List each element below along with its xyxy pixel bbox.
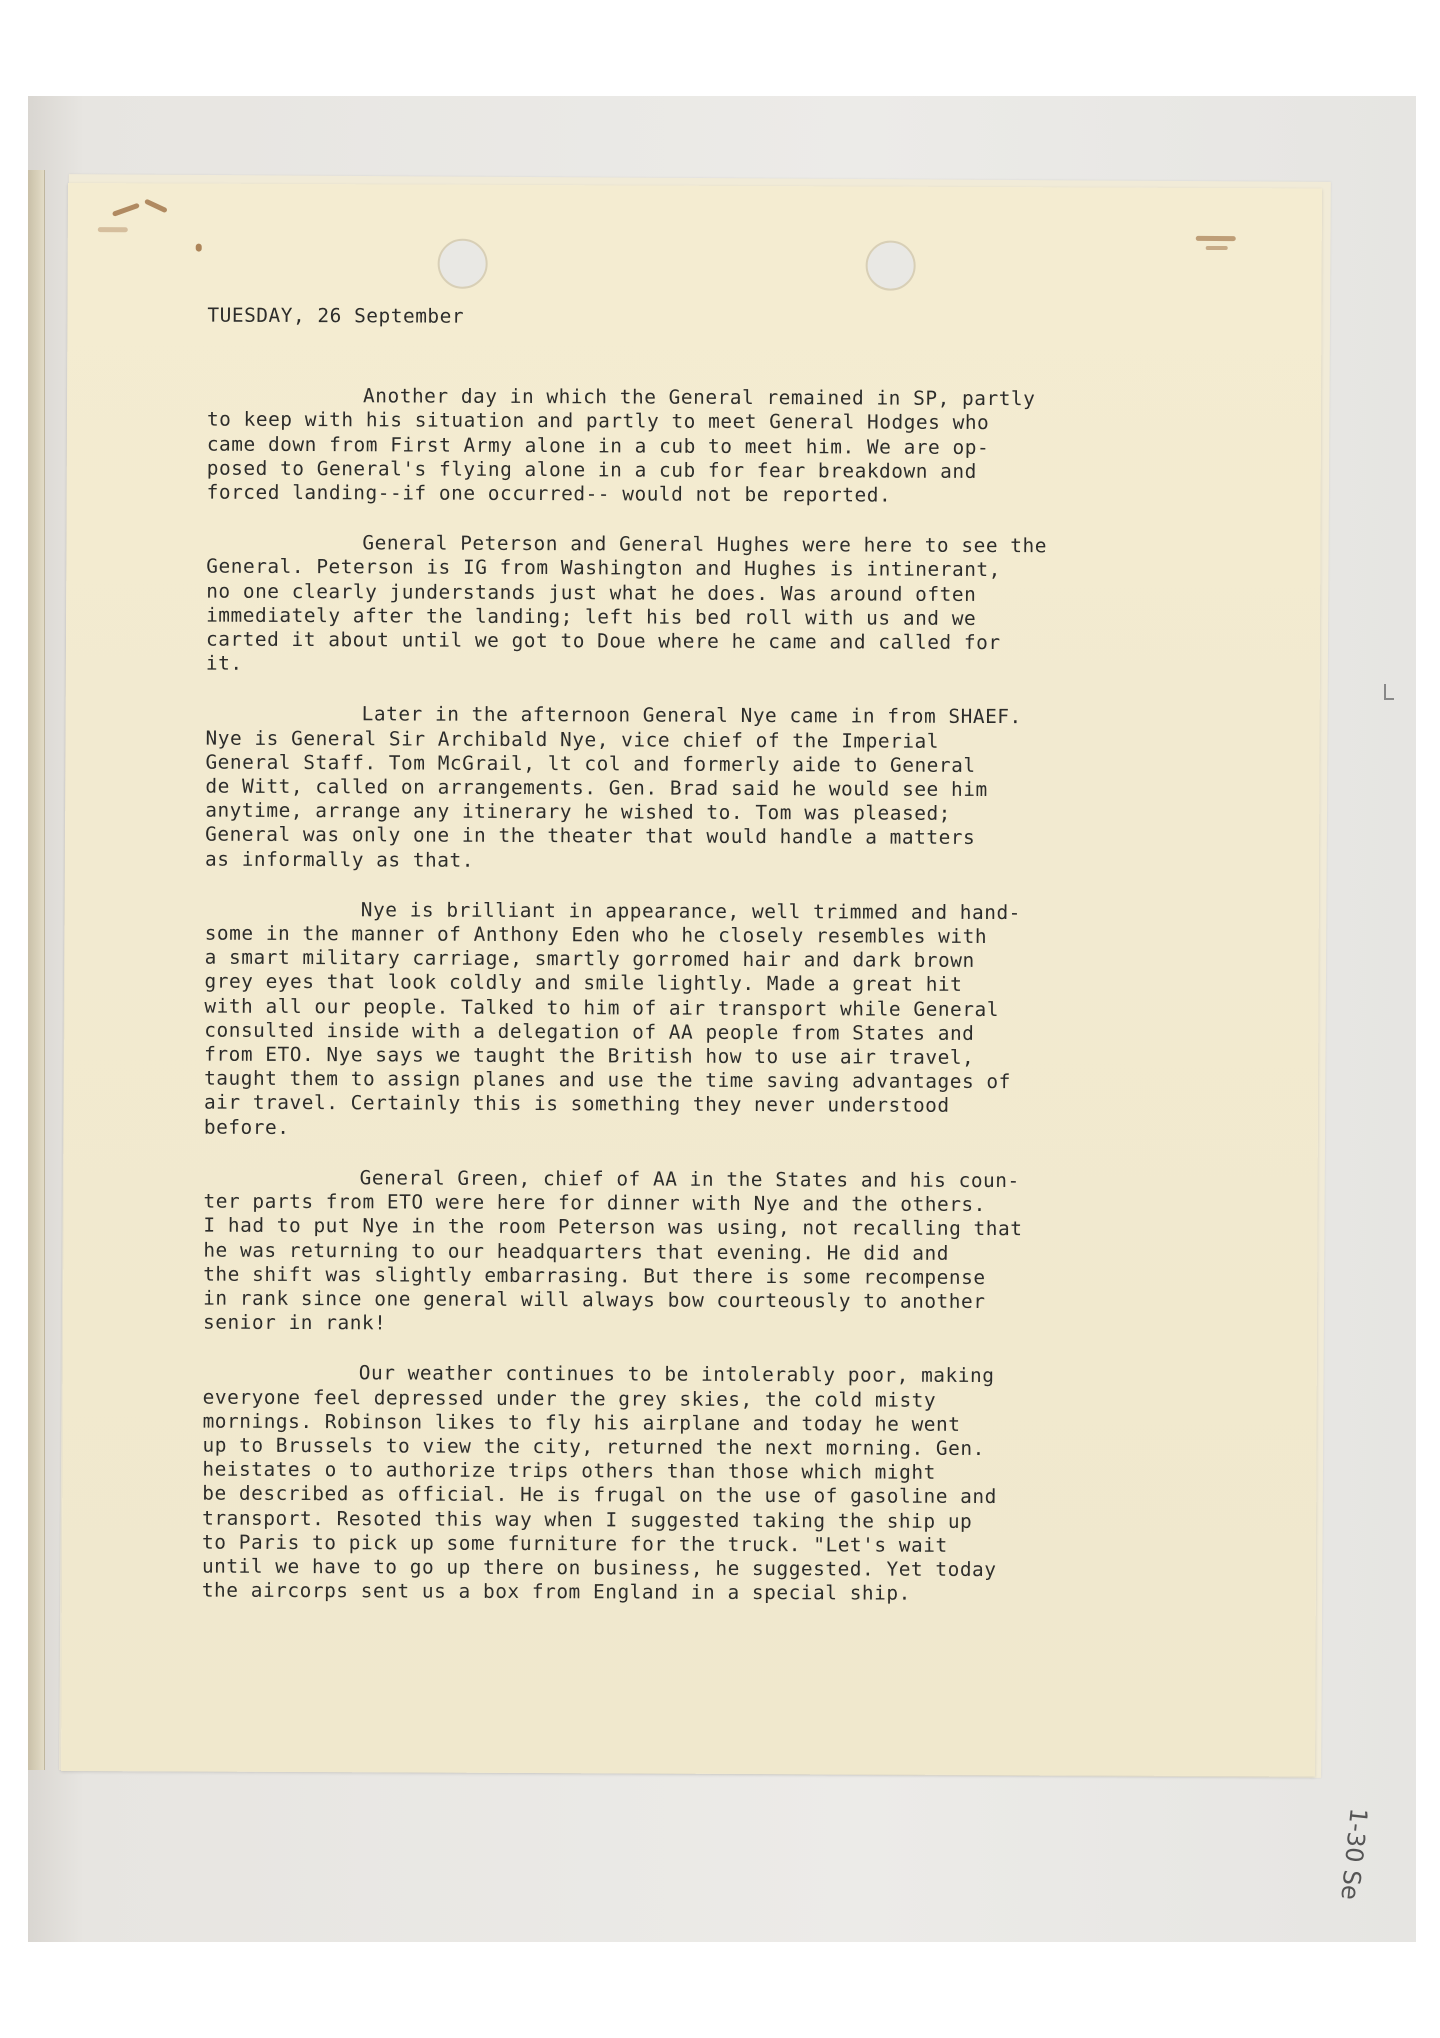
ink-stain — [1196, 236, 1236, 241]
paragraph-4: Nye is brilliant in appearance, well trimmed and hand- some in the manner of Anthony Eden who he closely resembles with a smart military carriage, smartly gorromed hair and dark brown grey eyes that look coldly and smile lightly. Made a great hit with all our people. Talked to him of air transport while General consulted inside with a delegation of AA people from States and from ETO. Nye says we taught the British how to use air travel, taught them to assign planes and use the time saving advantages of air travel. Certainly this is something they never understood before. — [203, 898, 1021, 1139]
document-page — [61, 183, 1322, 1776]
paragraph-3: Later in the afternoon General Nye came in from SHAEF. Nye is General Sir Archibald Nye, vice chief of the Imperial General Staff. Tom McGrail, lt col and formerly aide to General de Witt, called on arrangements. Gen. Brad said he would see him anytime, arrange any itinerary he wished to. Tom was pleased; General was only one in the theater that would handle a matters as informally as that. — [205, 702, 1022, 872]
paragraph-1: Another day in which the General remained in SP, partly to keep with his situation and partly to meet General Hodges who came down from First Army alone in a cub to meet him. We are op- posed to General's flying alone in a cub for fear breakdown and forced landing--if one occurred-- would not be reported. — [206, 384, 1036, 507]
punch-hole — [866, 240, 916, 290]
ink-stain — [1206, 246, 1228, 250]
ink-stain — [98, 227, 128, 232]
binder-edge — [28, 170, 45, 1770]
paragraph-5: General Green, chief of AA in the States and his coun- ter parts from ETO were here for dinner with Nye and the others. I had to put Nye in the room Peterson was using, not recalling that he was returning to our headquarters that evening. He did and the shift was slightly embarrasing. But there is some recompense in rank since one general will always bow courteously to another senior in rank! — [202, 1166, 1023, 1335]
paragraph-6: Our weather continues to be intolerably poor, making everyone feel depressed under the grey skies, the cold misty mornings. Robinson likes to fly his airplane and today he went up to Brussels to view the city, returned the next morning. Gen. heistates o to authorize trips others than those which might be described as official. He is frugal on the use of gasoline and transport. Resoted this way when I suggested taking the ship up to Paris to pick up some furniture for the truck. "Let's wait until we have to go up there on business, he suggested. Yet today the aircorps sent us a box from England in a special ship. — [201, 1361, 997, 1605]
typed-text — [202, 304, 1268, 1634]
date-heading: TUESDAY, 26 September — [207, 303, 465, 328]
edge-mark — [1384, 684, 1394, 700]
ink-stain — [196, 244, 202, 252]
paragraph-2: General Peterson and General Hughes were here to see the General. Peterson is IG from Washington and Hughes is intinerant, no one clearly junderstands just what he does. Was around often immediately after the landing; left his bed roll with us and we carted it about until we got to Doue where he came and called for it. — [205, 531, 1048, 676]
punch-hole — [438, 239, 488, 289]
ink-stain — [112, 203, 140, 217]
ink-stain — [144, 199, 168, 214]
margin-note: 1-30 Se — [1335, 1806, 1373, 1902]
